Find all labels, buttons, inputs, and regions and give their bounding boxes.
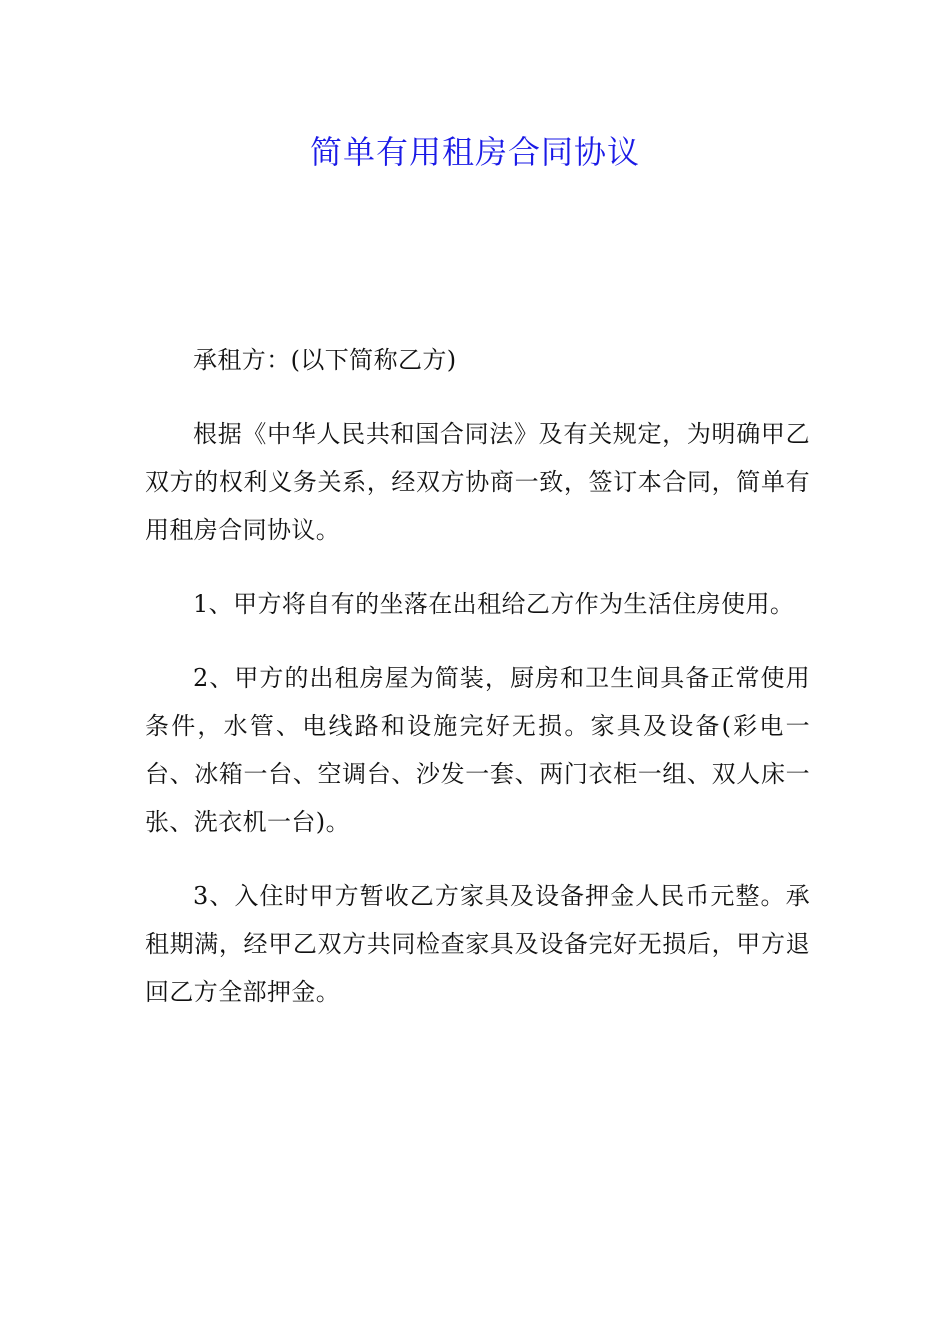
paragraph-clause-1: 1、甲方将自有的坐落在出租给乙方作为生活住房使用。 [193, 590, 795, 618]
document-title: 简单有用租房合同协议 [309, 133, 640, 171]
paragraph-clause-3: 3、入住时甲方暂收乙方家具及设备押金人民币元整。承租期满，经甲乙双方共同检查家具及设备完好无损后，甲方退回乙方全部押金。 [145, 882, 810, 1006]
paragraph-preamble: 根据《中华人民共和国合同法》及有关规定，为明确甲乙双方的权利义务关系，经双方协商一致，签订本合同，简单有用租房合同协议。 [145, 420, 810, 544]
paragraph-lessee: 承租方：(以下简称乙方) [193, 346, 457, 374]
paragraph-clause-2: 2、甲方的出租房屋为简装，厨房和卫生间具备正常使用条件，水管、电线路和设施完好无损。家具及设备(彩电一台、冰箱一台、空调台、沙发一套、两门衣柜一组、双人床一张、洗衣机一台)。 [145, 664, 810, 836]
document-body [145, 336, 810, 1042]
